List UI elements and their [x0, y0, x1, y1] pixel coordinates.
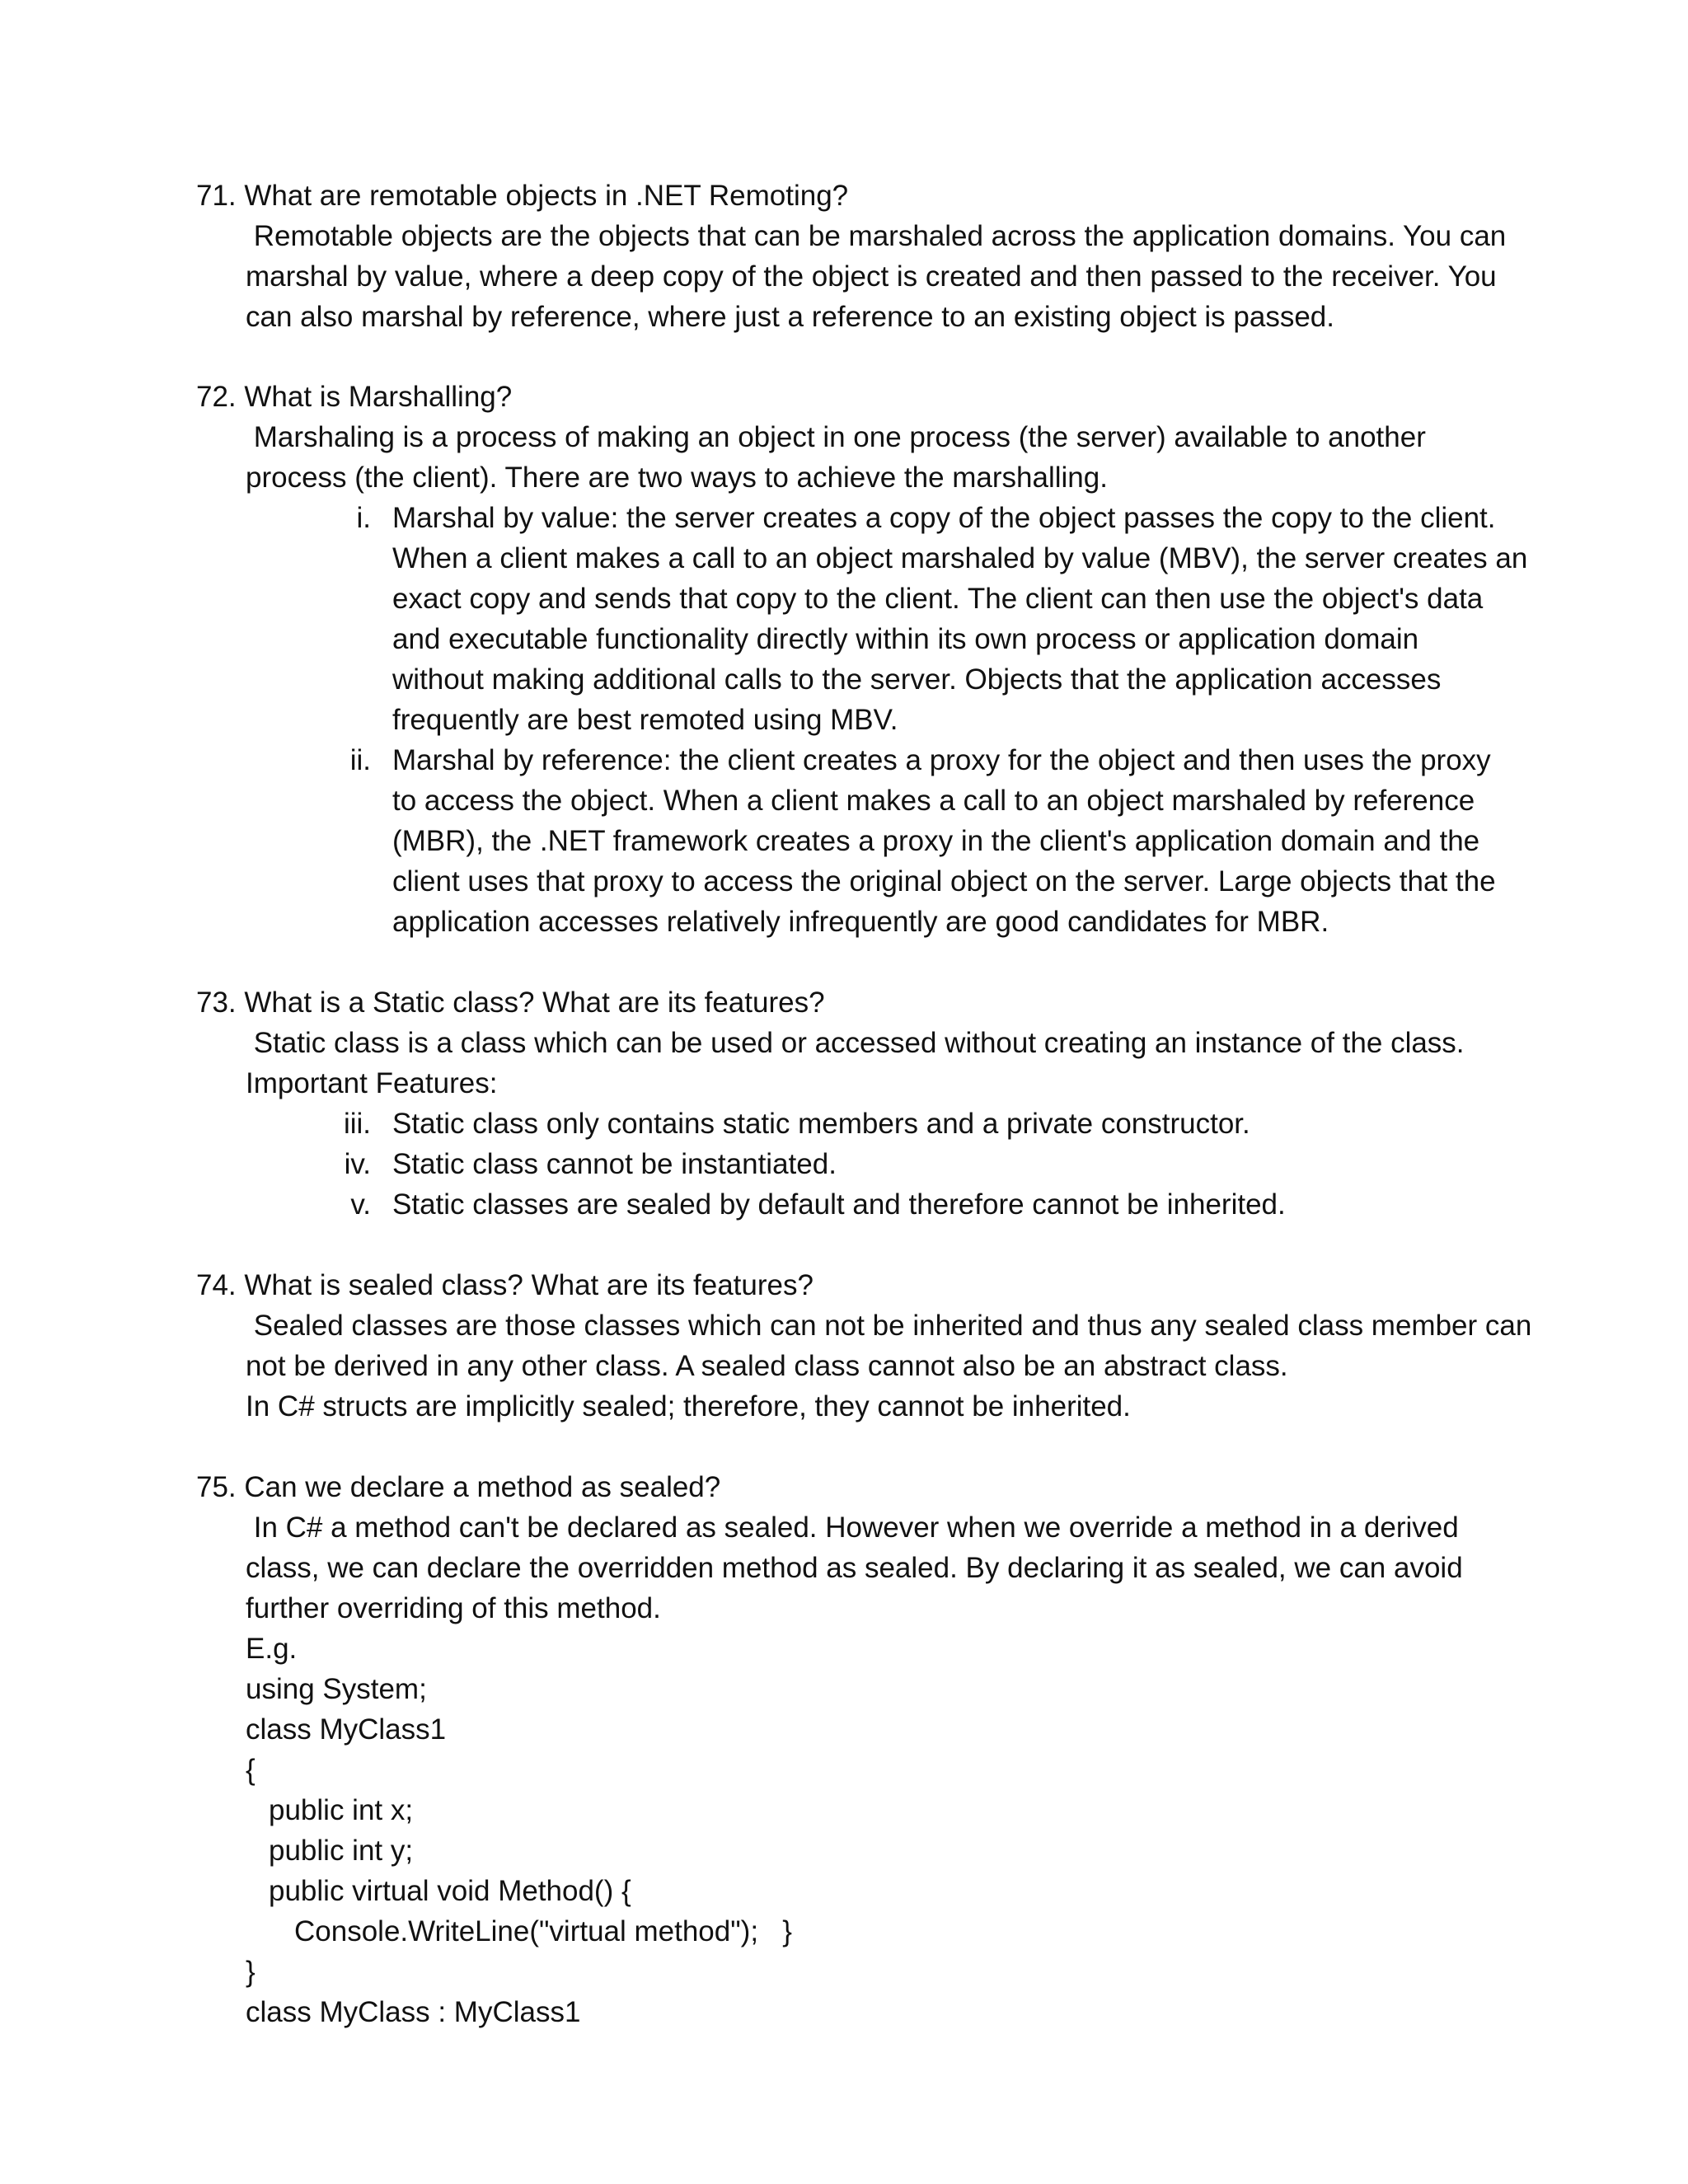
answer-75-line-1: In C# a method can't be declared as sealed. However when we override a method in a derived [246, 1511, 1459, 1544]
answer-72-line-2: process (the client). There are two ways to achieve the marshalling. [246, 462, 1108, 494]
list-item-ii-line-3: (MBR), the .NET framework creates a proxy in the client's application domain and the [392, 825, 1480, 857]
answer-75-line-3: further overriding of this method. [246, 1592, 661, 1624]
code-line-7: Console.WriteLine("virtual method"); } [294, 1915, 792, 1947]
question-71-heading: 71. What are remotable objects in .NET Remoting? [196, 180, 849, 212]
list-item-iv: Static class cannot be instantiated. [392, 1148, 837, 1180]
answer-74-line-2: not be derived in any other class. A sealed class cannot also be an abstract class. [246, 1350, 1288, 1382]
list-item-i-line-4: and executable functionality directly within its own process or application domain [392, 623, 1419, 655]
code-line-5: public int y; [269, 1835, 414, 1867]
list-item-iii: Static class only contains static members and a private constructor. [392, 1108, 1250, 1140]
answer-73-line-2: Important Features: [246, 1067, 498, 1099]
question-73-heading: 73. What is a Static class? What are its features? [196, 987, 825, 1019]
list-item-i-line-5: without making additional calls to the server. Objects that the application accesses [392, 663, 1442, 696]
answer-74-line-1: Sealed classes are those classes which can not be inherited and thus any sealed class member can [246, 1310, 1532, 1342]
answer-71-line-2: marshal by value, where a deep copy of the object is created and then passed to the receiver. You [246, 260, 1497, 293]
answer-72-line-1: Marshaling is a process of making an object in one process (the server) available to another [246, 421, 1426, 453]
code-line-2: class MyClass1 [246, 1713, 447, 1746]
answer-73-line-1: Static class is a class which can be used or accessed without creating an instance of the class. [246, 1027, 1465, 1059]
question-74-heading: 74. What is sealed class? What are its features? [196, 1269, 814, 1301]
code-line-3: { [246, 1754, 256, 1786]
answer-71-line-1: Remotable objects are the objects that can be marshaled across the application domains. You can [246, 220, 1507, 252]
list-numeral-ii: ii. [349, 744, 371, 776]
list-numeral-iv: iv. [344, 1148, 371, 1180]
list-item-ii-line-4: client uses that proxy to access the original object on the server. Large objects that the [392, 865, 1496, 898]
list-item-v: Static classes are sealed by default and therefore cannot be inherited. [392, 1188, 1286, 1221]
code-line-1: using System; [246, 1673, 427, 1705]
code-line-6: public virtual void Method() { [269, 1875, 631, 1907]
answer-71-line-3: can also marshal by reference, where just a reference to an existing object is passed. [246, 301, 1334, 333]
question-72-heading: 72. What is Marshalling? [196, 381, 513, 413]
list-item-ii-line-2: to access the object. When a client makes a call to an object marshaled by reference [392, 785, 1475, 817]
list-item-i-line-2: When a client makes a call to an object marshaled by value (MBV), the server creates an [392, 542, 1528, 574]
question-75-heading: 75. Can we declare a method as sealed? [196, 1471, 721, 1503]
list-numeral-i: i. [356, 502, 371, 534]
list-item-ii-line-1: Marshal by reference: the client creates a proxy for the object and then uses the proxy [392, 744, 1491, 776]
list-item-i-line-3: exact copy and sends that copy to the client. The client can then use the object's data [392, 583, 1484, 615]
code-line-4: public int x; [269, 1794, 414, 1826]
code-line-9: class MyClass : MyClass1 [246, 1996, 581, 2028]
answer-75-line-2: class, we can declare the overridden method as sealed. By declaring it as sealed, we can avoid [246, 1552, 1463, 1584]
list-numeral-v: v. [350, 1188, 371, 1221]
list-numeral-iii: iii. [343, 1108, 371, 1140]
list-item-i-line-1: Marshal by value: the server creates a copy of the object passes the copy to the client. [392, 502, 1496, 534]
code-line-8: } [246, 1956, 256, 1988]
list-item-i-line-6: frequently are best remoted using MBV. [392, 704, 898, 736]
list-item-ii-line-5: application accesses relatively infrequently are good candidates for MBR. [392, 906, 1329, 938]
answer-74-line-3: In C# structs are implicitly sealed; therefore, they cannot be inherited. [246, 1390, 1131, 1422]
answer-75-eg: E.g. [246, 1633, 298, 1665]
